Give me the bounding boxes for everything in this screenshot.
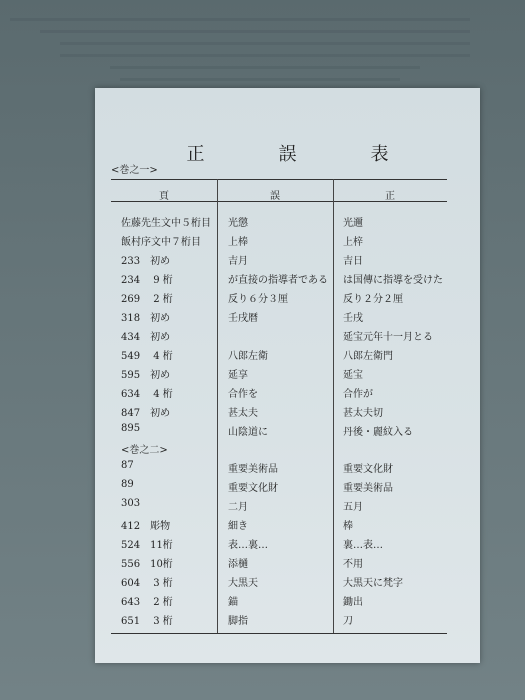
cell-wrong: 合作を: [228, 389, 258, 400]
cell-right: 重要文化財: [343, 464, 393, 475]
cell-right: 重要美術品: [343, 483, 393, 494]
header-wrong: 誤: [270, 191, 280, 202]
cell-page: 634 4 桁: [121, 389, 173, 400]
cell-right: 五月: [343, 502, 363, 513]
cell-wrong: 山陰道に: [228, 427, 268, 438]
cell-page: 595 初め: [121, 370, 171, 381]
cell-page: 318 初め: [121, 313, 171, 324]
bleed-line: [10, 18, 470, 21]
column-divider-1: [217, 179, 218, 633]
bleed-line: [120, 78, 400, 81]
cell-right: 鋤出: [343, 597, 363, 608]
cell-right: 大黒天に梵字: [343, 578, 403, 589]
cell-right: 裏…表…: [343, 540, 383, 551]
cell-page: 895: [121, 423, 141, 434]
cell-wrong: 表…裏…: [228, 540, 268, 551]
cell-page: 604 3 桁: [121, 578, 173, 589]
cell-wrong: 脚指: [228, 616, 248, 627]
cell-wrong: 吉月: [228, 256, 248, 267]
cell-page: 89: [121, 479, 134, 490]
cell-right: 八郎左衛門: [343, 351, 393, 362]
bleed-line: [110, 66, 420, 69]
cell-right: 壬戌: [343, 313, 363, 324]
cell-page: 303: [121, 498, 141, 509]
cell-page: 飯村序文中７桁目: [121, 237, 201, 248]
cell-right: 棒: [343, 521, 353, 532]
cell-right: 上梓: [343, 237, 363, 248]
cell-page: 651 3 桁: [121, 616, 173, 627]
cell-page: 643 2 桁: [121, 597, 173, 608]
cell-right: は国傳に指導を受けた: [343, 275, 443, 286]
bleed-line: [40, 30, 470, 33]
cell-wrong: 反り６分３厘: [228, 294, 288, 305]
cell-wrong: 重要美術品: [228, 464, 278, 475]
cell-page: 412 彫物: [121, 521, 171, 532]
cell-page: 269 2 桁: [121, 294, 173, 305]
cell-page: 847 初め: [121, 408, 171, 419]
cell-right: 刀: [343, 616, 353, 627]
bleed-line: [60, 42, 470, 45]
cell-right: 丹後・麗紋入る: [343, 427, 413, 438]
header-right: 正: [385, 191, 395, 202]
cell-page: 87: [121, 460, 134, 471]
cell-wrong: 光懲: [228, 218, 248, 229]
cell-page: 549 4 桁: [121, 351, 173, 362]
page-title: 正 誤 表: [186, 144, 417, 165]
section-label-1: <巻之一>: [111, 165, 158, 176]
cell-wrong: 八郎左衛: [228, 351, 268, 362]
cell-page: 佐藤先生文中５桁目: [121, 218, 211, 229]
cell-page: 524 11桁: [121, 540, 173, 551]
cell-right: 延宝: [343, 370, 363, 381]
cell-wrong: 延享: [228, 370, 248, 381]
cell-wrong: 重要文化財: [228, 483, 278, 494]
cell-page: 233 初め: [121, 256, 171, 267]
cell-right: 光邇: [343, 218, 363, 229]
cell-wrong: が直接の指導者である: [228, 275, 328, 286]
cell-wrong: 細き: [228, 521, 248, 532]
cell-wrong: 添樋: [228, 559, 248, 570]
cell-right: 延宝元年十一月とる: [343, 332, 433, 343]
bleed-line: [60, 54, 470, 57]
cell-right: 反り２分２厘: [343, 294, 403, 305]
cell-page: 434 初め: [121, 332, 171, 343]
cell-page: 234 9 桁: [121, 275, 173, 286]
header-page: 頁: [159, 191, 169, 202]
cell-right: 甚太夫切: [343, 408, 383, 419]
cell-right: 吉日: [343, 256, 363, 267]
column-divider-2: [333, 179, 334, 633]
section-label-2: <巻之二>: [121, 445, 168, 456]
cell-right: 合作が: [343, 389, 373, 400]
cell-wrong: 錨: [228, 597, 238, 608]
cell-wrong: 二月: [228, 502, 248, 513]
cell-wrong: 上棒: [228, 237, 248, 248]
cell-page: 556 10桁: [121, 559, 173, 570]
cell-wrong: 大黒天: [228, 578, 258, 589]
cell-wrong: 壬戌暦: [228, 313, 258, 324]
table-bottom-rule: [111, 633, 447, 634]
table-top-rule: [111, 179, 447, 180]
cell-wrong: 甚太夫: [228, 408, 258, 419]
cell-right: 不用: [343, 559, 363, 570]
